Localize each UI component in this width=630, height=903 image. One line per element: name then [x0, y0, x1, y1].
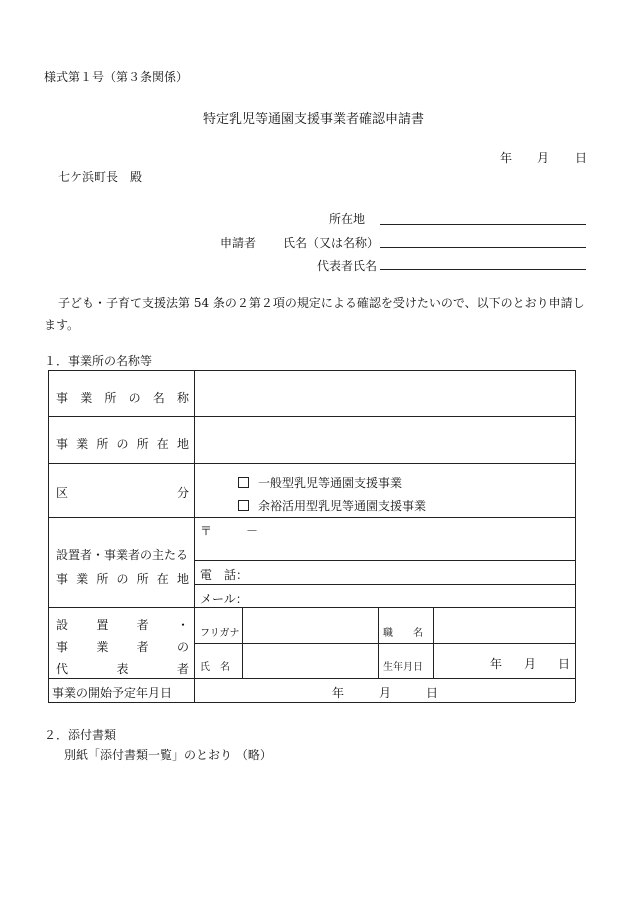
date-month: 月	[537, 151, 550, 165]
label-facility-address: 事 業 所 の 所 在 地	[56, 437, 189, 451]
phone-field[interactable]	[250, 562, 572, 582]
rep-label: 代表者氏名	[317, 259, 378, 273]
rep-name-field[interactable]	[244, 645, 376, 676]
form-number: 様式第１号（第３条関係）	[44, 70, 189, 84]
page-title: 特定乳児等通園支援事業者確認申請書	[203, 112, 425, 127]
body-line-1: 子ども・子育て支援法第 54 条の２第２項の規定による確認を受けたいので、以下のとおり申請し	[58, 296, 585, 310]
position-label: 職 名	[383, 628, 423, 639]
body-line-2: ます。	[44, 318, 80, 332]
section1-heading: １．事業所の名称等	[44, 354, 153, 368]
label-start-date: 事業の開始予定年月日	[52, 686, 173, 700]
address-label: 所在地	[329, 212, 366, 226]
birth-year: 年	[490, 657, 503, 671]
checkbox-icon[interactable]	[238, 477, 249, 488]
label-type: 区 分	[56, 486, 189, 500]
attachment-note: 別紙「添付書類一覧」のとおり （略）	[64, 748, 272, 762]
email-label: メール：	[200, 592, 248, 606]
addressee: 七ケ浜町長 殿	[58, 170, 143, 184]
label-main-office-1: 設置者・事業者の主たる	[56, 548, 189, 562]
label-rep-2: 事 業 者 の	[56, 640, 189, 654]
phone-label: 電 話：	[200, 568, 249, 582]
label-rep-1: 設 置 者 ・	[56, 618, 189, 632]
furigana-field[interactable]	[244, 609, 376, 641]
position-field[interactable]	[435, 609, 573, 641]
label-rep-3: 代 表 者	[56, 662, 189, 676]
postal-mark: 〒	[200, 524, 213, 538]
label-facility-name: 事 業 所 の 名 称	[56, 391, 189, 405]
type-option-surplus[interactable]: 余裕活用型乳児等通園支援事業	[238, 497, 426, 514]
date-day: 日	[575, 151, 588, 165]
name-label: 氏名（又は名称）	[283, 236, 380, 250]
birth-day: 日	[558, 657, 571, 671]
label-main-office-2: 事 業 所 の 所 在 地	[56, 572, 189, 586]
start-month: 月	[379, 686, 392, 700]
checkbox-icon[interactable]	[238, 500, 249, 511]
rep-line[interactable]	[380, 269, 586, 270]
applicant-label: 申請者	[220, 236, 257, 250]
furigana-label: フリガナ	[200, 628, 240, 639]
type-option-general[interactable]: 一般型乳児等通園支援事業	[238, 474, 402, 491]
facility-address-field[interactable]	[196, 418, 573, 461]
name-line[interactable]	[380, 247, 586, 248]
email-field[interactable]	[250, 586, 572, 606]
facility-name-field[interactable]	[196, 372, 573, 414]
address-line[interactable]	[380, 224, 586, 225]
start-year: 年	[332, 686, 345, 700]
birth-label: 生年月日	[383, 662, 423, 673]
rep-name-label: 氏 名	[200, 662, 230, 673]
postal-dash: －	[246, 524, 259, 538]
start-day: 日	[426, 686, 439, 700]
birth-month: 月	[524, 657, 537, 671]
date-year: 年	[500, 151, 513, 165]
section2-heading: ２．添付書類	[44, 728, 117, 742]
